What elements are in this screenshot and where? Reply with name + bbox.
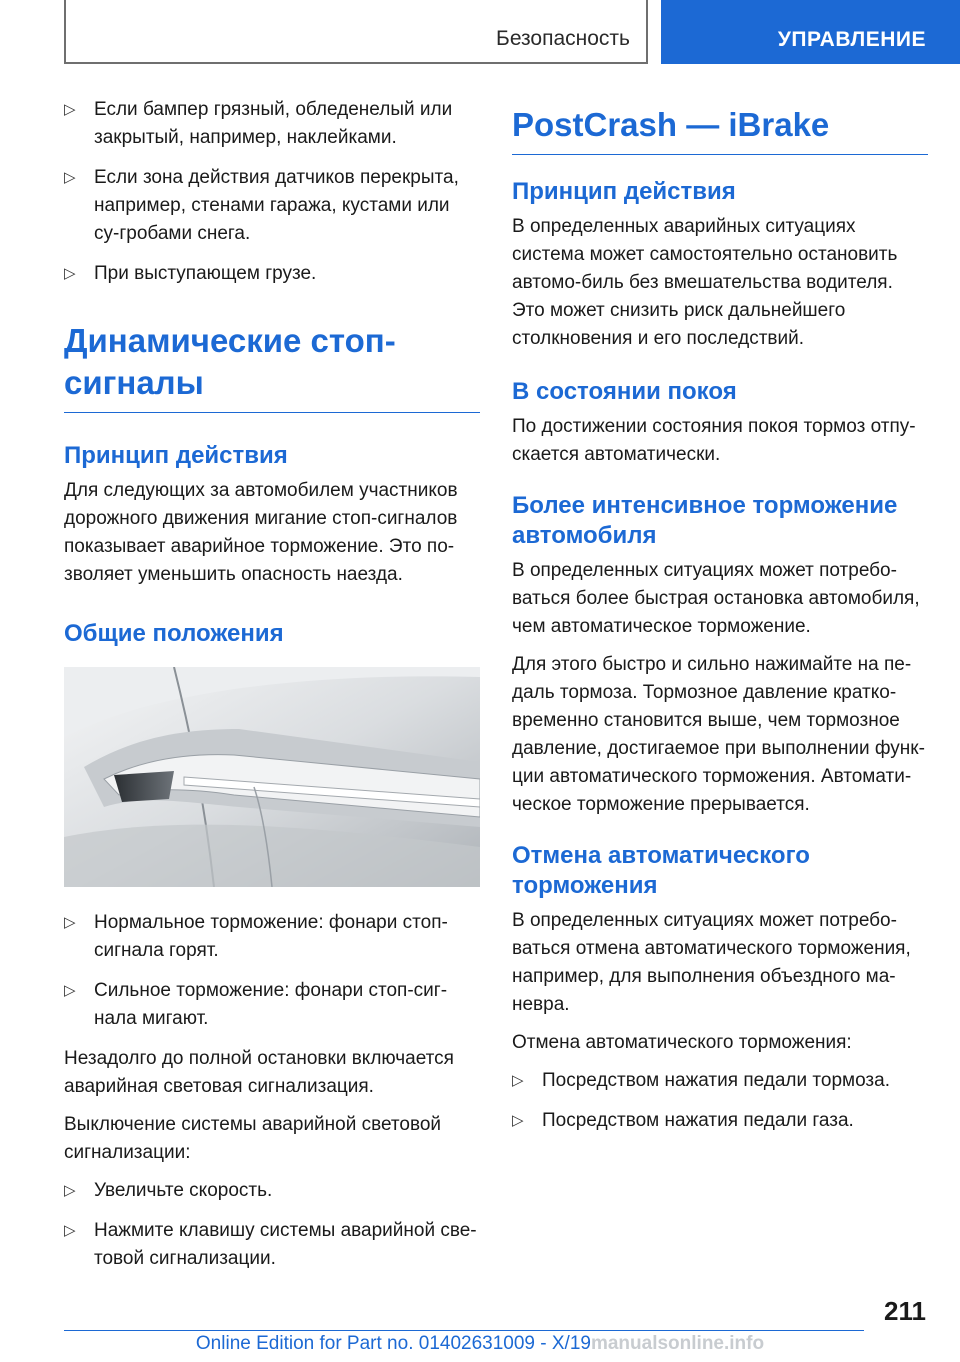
paragraph-principle: Для следующих за автомобилем участников дорожного движения мигание стоп-сигналов показывает аварийное торможение. Это по-зволяет уменьшить опасность наезда. [64, 480, 458, 585]
list-item: ▷ При выступающем грузе. [64, 260, 480, 288]
triangle-right-icon: ▷ [512, 1112, 524, 1129]
footer-divider [64, 1330, 864, 1331]
footer-edition-text: Online Edition for Part no. 01402631009 - X/19 [195, 1333, 591, 1354]
heading-postcrash-ibrake: PostCrash — iBrake [512, 104, 928, 155]
header-section-title: Безопасность [496, 27, 630, 50]
heading-dynamic-brake-lights: Динамические стоп-сигналы [64, 320, 480, 413]
list-item: ▷ Посредством нажатия педали газа. [512, 1107, 928, 1135]
page-number: 211 [884, 1296, 926, 1326]
header-chapter-title: УПРАВЛЕНИЕ [777, 28, 926, 51]
triangle-right-icon: ▷ [64, 265, 76, 282]
triangle-right-icon: ▷ [64, 914, 76, 931]
list-item: ▷ Увеличьте скорость. [64, 1177, 480, 1205]
triangle-right-icon: ▷ [64, 101, 76, 118]
paragraph-hazard-off: Выключение системы аварийной световой сигнализации: [64, 1114, 442, 1163]
list-item: ▷ Нормальное торможение: фонари стоп-сигнала горят. [64, 909, 480, 965]
list-item: ▷ Если зона действия датчиков перекрыта, например, стенами гаража, кустами или су-гробами снега. [64, 164, 480, 248]
paragraph-principle: В определенных аварийных ситуациях система может самостоятельно остановить автомо-биль без вмешательства водителя. Это может снизить риск дальнейшего столкновения и его последствий. [512, 216, 898, 349]
header-chapter-tab [661, 0, 960, 64]
heading-cancel-braking: Отмена автоматического торможения [512, 842, 810, 899]
triangle-right-icon: ▷ [64, 169, 76, 186]
heading-intensive-braking: Более интенсивное торможение автомобиля [512, 492, 898, 549]
left-column [64, 96, 480, 1285]
heading-at-rest: В состоянии покоя [512, 378, 737, 405]
footer-watermark: manualsonline.info [590, 1333, 765, 1354]
list-item: ▷ Посредством нажатия педали тормоза. [512, 1067, 928, 1095]
heading-general: Общие положения [64, 620, 284, 647]
triangle-right-icon: ▷ [64, 1222, 76, 1239]
footer-edition [0, 1333, 960, 1355]
paragraph-cancel-2: Отмена автоматического торможения: [512, 1032, 852, 1053]
paragraph-hazard-on: Незадолго до полной остановки включается аварийная световая сигнализация. [64, 1048, 454, 1097]
triangle-right-icon: ▷ [64, 982, 76, 999]
heading-principle: Принцип действия [512, 178, 736, 205]
heading-principle: Принцип действия [64, 442, 288, 469]
paragraph-intensive-1: В определенных ситуациях может потребо-ваться более быстрая остановка автомобиля, чем автоматическое торможение. [512, 560, 920, 637]
paragraph-at-rest: По достижении состояния покоя тормоз отпу-скается автоматически. [512, 416, 916, 465]
list-item: ▷ Если бампер грязный, обледенелый или закрытый, например, наклейками. [64, 96, 480, 152]
header-section-box [64, 0, 648, 64]
right-column [512, 96, 928, 1147]
tail-light-image [64, 667, 480, 887]
triangle-right-icon: ▷ [64, 1182, 76, 1199]
paragraph-cancel-1: В определенных ситуациях может потребо-ваться отмена автоматического торможения, например, для выполнения объездного ма-невра. [512, 910, 911, 1015]
list-item: ▷ Нажмите клавишу системы аварийной све-товой сигнализации. [64, 1217, 480, 1273]
paragraph-intensive-2: Для этого быстро и сильно нажимайте на пе-даль тормоза. Тормозное давление кратко-временно становится выше, чем тормозное давление, достигаемое при выполнении функ-ции автоматического торможения. Автомати-ческое торможение прерывается. [512, 654, 925, 815]
triangle-right-icon: ▷ [512, 1072, 524, 1089]
tail-light-illustration [64, 667, 480, 887]
spacer [64, 887, 480, 909]
list-item: ▷ Сильное торможение: фонари стоп-сиг-нала мигают. [64, 977, 480, 1033]
